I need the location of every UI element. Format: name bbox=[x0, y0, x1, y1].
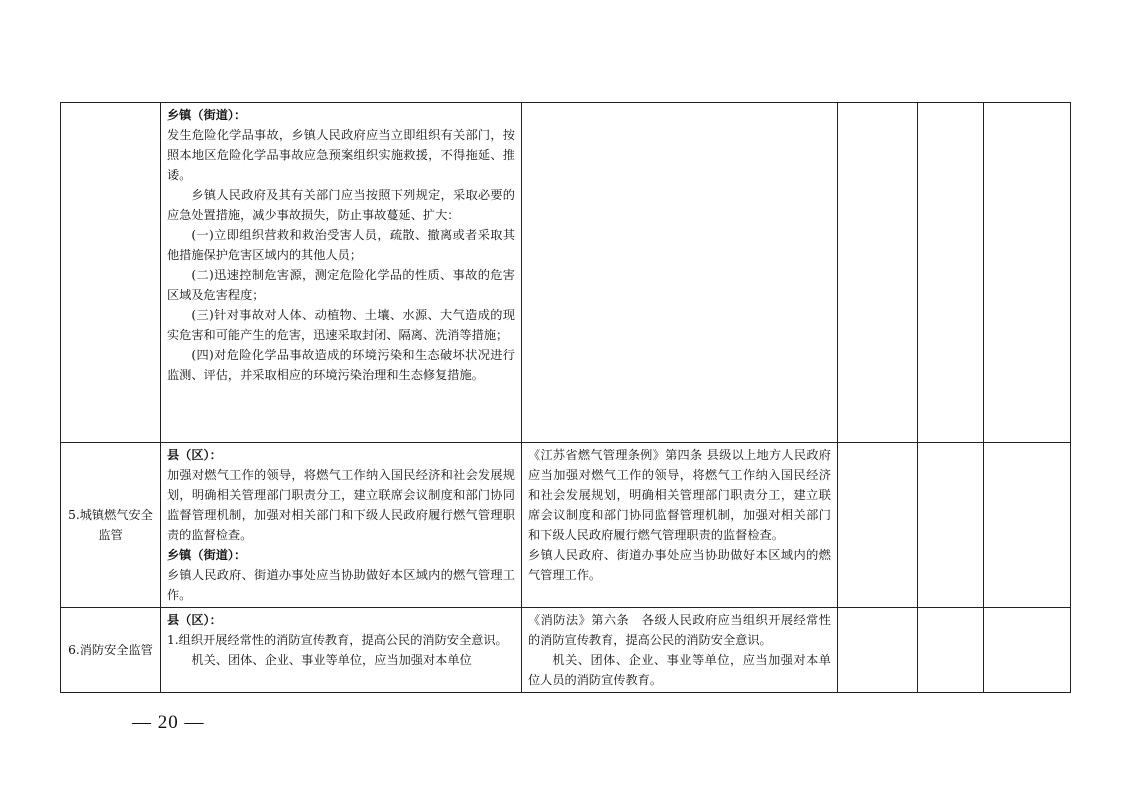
duty-paragraph: (三)针对事故对人体、动植物、土壤、水源、大气造成的现实危害和可能产生的危害，迅速采取封闭、隔离、洗消等措施； bbox=[167, 308, 515, 342]
section-heading: 乡镇（街道）： bbox=[167, 108, 247, 122]
section-heading: 乡镇（街道）： bbox=[167, 548, 247, 562]
duty-paragraph: 发生危险化学品事故，乡镇人民政府应当立即组织有关部门，按照本地区危险化学品事故应急预案组织实施救援，不得拖延、推诿。 bbox=[167, 128, 515, 182]
blank-cell bbox=[838, 443, 918, 608]
duty-paragraph: 1.组织开展经常性的消防宣传教育，提高公民的消防安全意识。 bbox=[167, 633, 508, 647]
blank-cell bbox=[838, 103, 918, 443]
basis-paragraph: 《江苏省燃气管理条例》第四条 县级以上地方人民政府应当加强对燃气工作的领导，将燃气工作纳入国民经济和社会发展规划，明确相关管理部门职责分工，建立联席会议制度和部门协同监督管理机制，加强对相关部门和下级人民政府履行燃气管理职责的监督检查。 bbox=[528, 448, 831, 542]
responsibility-table bbox=[60, 102, 1071, 693]
basis-paragraph: 机关、团体、企业、事业等单位，应当加强对本单位人员的消防宣传教育。 bbox=[528, 653, 831, 687]
duty-cell bbox=[161, 103, 522, 443]
duty-cell bbox=[161, 608, 522, 693]
blank-cell bbox=[838, 608, 918, 693]
blank-cell bbox=[918, 103, 984, 443]
blank-cell bbox=[984, 443, 1071, 608]
duty-paragraph: 机关、团体、企业、事业等单位，应当加强对本单位 bbox=[191, 653, 472, 667]
basis-paragraph: 乡镇人民政府、街道办事处应当协助做好本区域内的燃气管理工作。 bbox=[528, 548, 831, 582]
table-row bbox=[61, 103, 1071, 443]
duty-paragraph: (二)迅速控制危害源，测定危险化学品的性质、事故的危害区域及危害程度； bbox=[167, 268, 515, 302]
table-body bbox=[61, 103, 1071, 693]
blank-cell bbox=[918, 608, 984, 693]
duty-cell bbox=[161, 443, 522, 608]
duty-paragraph: 乡镇人民政府及其有关部门应当按照下列规定，采取必要的应急处置措施，减少事故损失，防止事故蔓延、扩大： bbox=[167, 188, 515, 222]
item-name-cell bbox=[61, 608, 161, 693]
duty-paragraph: (四)对危险化学品事故造成的环境污染和生态破坏状况进行监测、评估，并采取相应的环境污染治理和生态修复措施。 bbox=[167, 348, 515, 382]
basis-cell bbox=[522, 608, 838, 693]
table-row bbox=[61, 608, 1071, 693]
blank-cell bbox=[984, 608, 1071, 693]
item-name-cell bbox=[61, 103, 161, 443]
section-heading: 县（区）： bbox=[167, 613, 222, 627]
duty-paragraph: (一)立即组织营救和救治受害人员，疏散、撤离或者采取其他措施保护危害区域内的其他人员； bbox=[167, 228, 515, 262]
item-name: 6.消防安全监管 bbox=[68, 643, 153, 657]
basis-cell bbox=[522, 103, 838, 443]
section-heading: 县（区）： bbox=[167, 448, 222, 462]
page-number: — 20 — bbox=[132, 712, 205, 733]
table-row bbox=[61, 443, 1071, 608]
blank-cell bbox=[984, 103, 1071, 443]
duty-paragraph: 加强对燃气工作的领导，将燃气工作纳入国民经济和社会发展规划，明确相关管理部门职责分工，建立联席会议制度和部门协同监督管理机制，加强对相关部门和下级人民政府履行燃气管理职责的监督检查。 bbox=[167, 468, 515, 542]
duty-paragraph: 乡镇人民政府、街道办事处应当协助做好本区域内的燃气管理工作。 bbox=[167, 568, 515, 602]
blank-cell bbox=[918, 443, 984, 608]
basis-paragraph: 《消防法》第六条 各级人民政府应当组织开展经常性的消防宣传教育，提高公民的消防安全意识。 bbox=[528, 613, 831, 647]
item-name: 5.城镇燃气安全监管 bbox=[68, 508, 153, 542]
basis-cell bbox=[522, 443, 838, 608]
item-name-cell bbox=[61, 443, 161, 608]
